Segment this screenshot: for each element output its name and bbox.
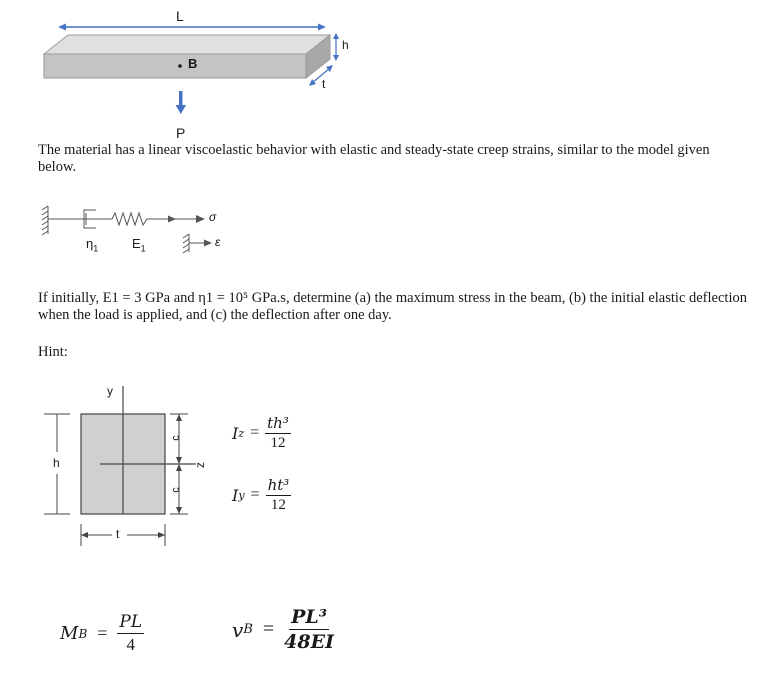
- paragraph-problem-statement: If initially, E1 = 3 GPa and η1 = 10⁵ GPa.s, determine (a) the maximum stress in the beam, (b) the initial elastic deflection when the load is applied, and (c) the deflection after one day.: [38, 290, 747, 323]
- t-dimension-label: t: [116, 527, 120, 541]
- c-top-label: c: [169, 435, 182, 441]
- iz-equals: =: [250, 424, 260, 441]
- iy-equals: =: [250, 486, 260, 503]
- iy-denominator: 12: [270, 497, 286, 513]
- formula-iy: [232, 476, 291, 514]
- vb-fraction: [284, 606, 334, 653]
- e-symbol: E: [132, 236, 141, 251]
- formula-vb: [232, 606, 334, 653]
- mb-fraction: [117, 612, 144, 655]
- height-label: h: [342, 38, 349, 52]
- epsilon-label: ε: [215, 235, 221, 249]
- iz-numerator: th³: [267, 414, 289, 432]
- iz-denominator: 12: [270, 435, 286, 451]
- iz-fraction: [265, 414, 291, 452]
- h-dimension-label: h: [53, 456, 60, 470]
- mb-lhs: M: [60, 623, 79, 644]
- paragraph-model-description: The material has a linear viscoelastic behavior with elastic and steady-state creep strains, similar to the model given below.: [38, 142, 710, 175]
- iy-sub: y: [238, 488, 245, 502]
- load-label: P: [176, 125, 186, 141]
- formula-iz: [232, 414, 291, 452]
- iz-sub: z: [238, 426, 245, 440]
- e-subscript: 1: [140, 243, 146, 254]
- vb-sub: B: [243, 622, 253, 637]
- formula-mb: [60, 612, 144, 655]
- z-axis-label: z: [193, 462, 207, 468]
- iy-fraction: [266, 476, 292, 514]
- sigma-label: σ: [209, 210, 217, 224]
- eta-symbol: η: [86, 236, 94, 251]
- mb-denominator: 4: [126, 635, 136, 654]
- vb-lhs: v: [232, 617, 244, 642]
- mb-equals: =: [97, 623, 108, 643]
- mb-numerator: PL: [119, 612, 143, 632]
- vb-denominator: 48EI: [284, 631, 334, 653]
- y-axis-label: y: [107, 384, 113, 398]
- eta-subscript: 1: [93, 243, 99, 254]
- vb-equals: =: [262, 618, 275, 640]
- vb-numerator: PL³: [291, 606, 328, 628]
- hint-label: Hint:: [38, 344, 68, 360]
- thickness-label: t: [322, 77, 326, 91]
- c-bottom-label: c: [169, 487, 182, 493]
- iy-numerator: ht³: [267, 476, 290, 494]
- iy-lhs: I: [232, 485, 239, 505]
- length-label: L: [176, 8, 184, 24]
- mb-sub: B: [78, 626, 88, 641]
- t-dimension: [81, 524, 165, 546]
- point-b-label: B: [188, 56, 198, 71]
- iz-lhs: I: [232, 423, 239, 443]
